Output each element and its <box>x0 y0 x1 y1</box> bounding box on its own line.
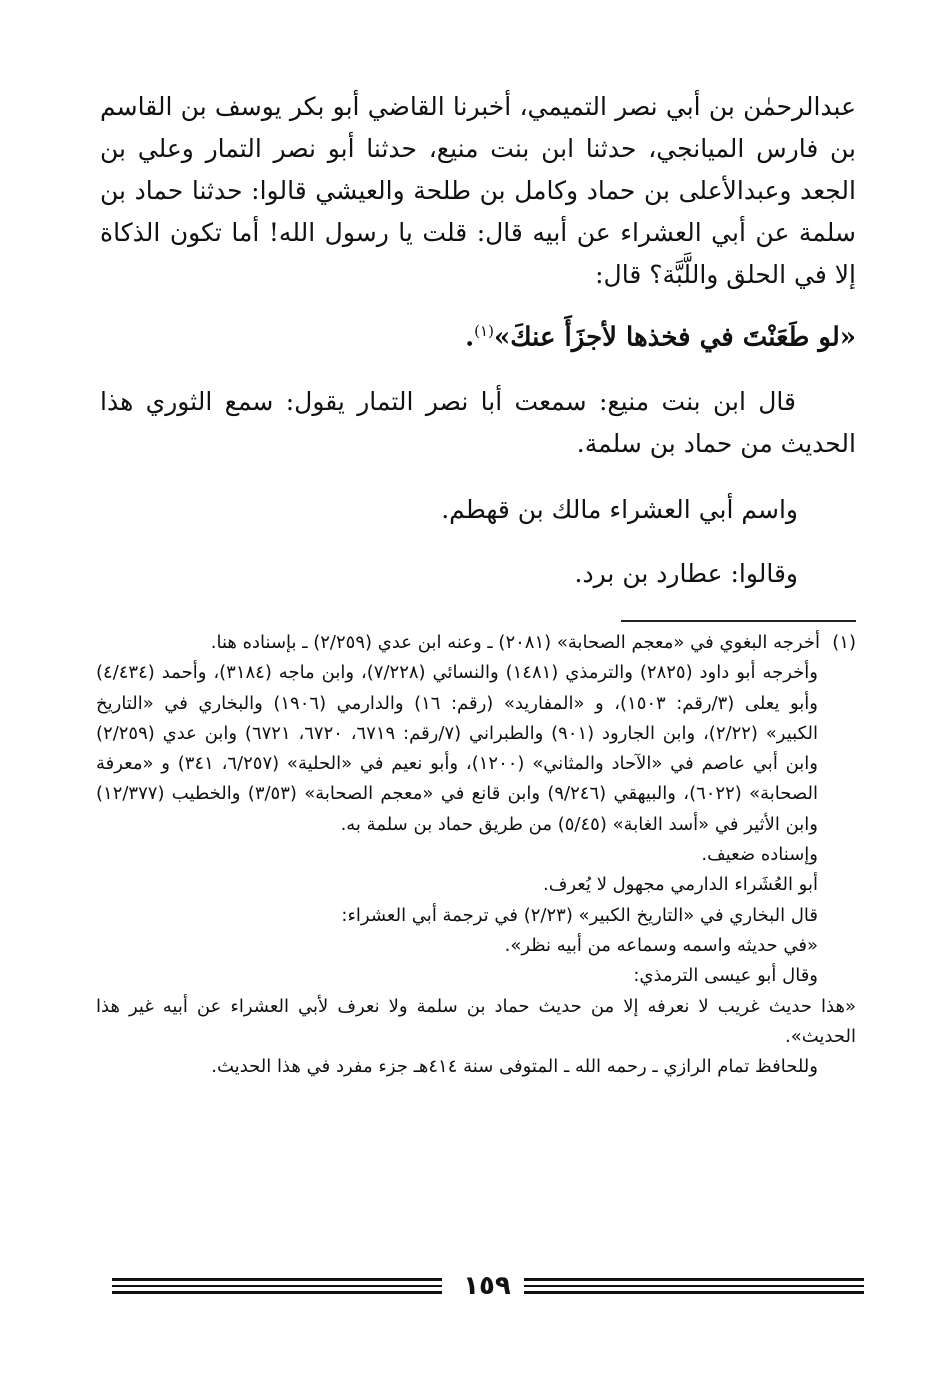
footnote-grading: وإسناده ضعيف. <box>701 844 818 866</box>
footnote-sources: وأخرجه أبو داود (٢٨٢٥) والترمذي (١٤٨١) والنسائي (٧/٢٢٨)، وابن ماجه (٣١٨٤)، وأحمد (٤/٤٣٤) وأبو يعلى (٣/رقم: ١٥٠٣)، و «المفاريد» (رقم: ١٦) والدارمي (١٩٠٦) والبخاري في «التاريخ الكبير» (٢/٢٢)، وابن الجارود (٩٠١) والطبراني (٧/رقم: ٦٧١٩، ٦٧٢٠، ٦٧٢١) وابن عدي (٢/٢٥٩) وابن أبي عاصم في «الآحاد والمثاني» (١٢٠٠)، وأبو نعيم في «الحلية» (٦/٢٥٧، ٣٤١) و «معرفة الصحابة» (٦٠٢٢)، والبيهقي (٩/٢٤٦) وابن قانع في «معجم الصحابة» (٣/٥٣) والخطيب (١٢/٣٧٧) وابن الأثير في «أسد الغابة» (٥/٤٥) من طريق حماد بن سلمة به. <box>96 662 818 835</box>
footnote-tirmidhi-quote: «هذا حديث غريب لا نعرفه إلا من حديث حماد بن سلمة ولا نعرف لأبي العشراء عن أبيه غير هذا الحديث». <box>96 995 856 1047</box>
footnote-text: أخرجه البغوي في «معجم الصحابة» (٢٠٨١) ـ وعنه ابن عدي (٢/٢٥٩) ـ بإسناده هنا. <box>210 632 820 653</box>
footnotes <box>96 628 856 1082</box>
footnote-first-line <box>96 628 856 658</box>
alternate-name-paragraph: وقالوا: عطارد بن برد. <box>574 558 798 588</box>
hadith-text <box>100 310 856 359</box>
hadith-period: . <box>465 322 475 353</box>
footnote-bukhari-quote: «في حديثه واسمه وسماعه من أبيه نظر». <box>504 934 818 956</box>
page-footer <box>112 1271 864 1301</box>
narrator-name-paragraph: واسم أبي العشراء مالك بن قهطم. <box>441 494 798 524</box>
isnad-paragraph: عبدالرحمٰن بن أبي نصر التميمي، أخبرنا القاضي أبو بكر يوسف بن القاسم بن فارس الميانجي، حدثنا ابن بنت منيع، حدثنا أبو نصر التمار وعلي بن الجعد وعبدالأعلى بن حماد وكامل بن طلحة والعيشي قالوا: حدثنا حماد بن سلمة عن أبي العشراء عن أبيه قال: قلت يا رسول الله! أما تكون الذكاة إلا في الحلق واللَّبَّة؟ قال: <box>100 92 856 289</box>
footnote-separator <box>621 620 856 622</box>
footer-rule-right <box>524 1278 864 1298</box>
footnote-number: (١) <box>832 632 856 653</box>
hadith-matn: «لو طَعَنْتَ في فخذها لأجزَأَ عنكَ» <box>493 322 856 353</box>
footnote-ref: (١) <box>474 322 494 340</box>
page-number: ١٥٩ <box>463 1271 511 1301</box>
footer-rule-left <box>112 1278 442 1298</box>
main-text <box>100 86 856 595</box>
comment-paragraph: قال ابن بنت منيع: سمعت أبا نصر التمار يقول: سمع الثوري هذا الحديث من حماد بن سلمة. <box>100 386 856 458</box>
footnote-tirmidhi-intro: وقال أبو عيسى الترمذي: <box>633 965 818 987</box>
footnote-narrator-status: أبو العُشَراء الدارمي مجهول لا يُعرف. <box>542 874 818 896</box>
footnote-bukhari-quote-intro: قال البخاري في «التاريخ الكبير» (٢/٢٣) في ترجمة أبي العشراء: <box>341 904 818 926</box>
footnote-tammam-note: وللحافظ تمام الرازي ـ رحمه الله ـ المتوفى سنة ٤١٤هـ جزء مفرد في هذا الحديث. <box>211 1056 818 1078</box>
